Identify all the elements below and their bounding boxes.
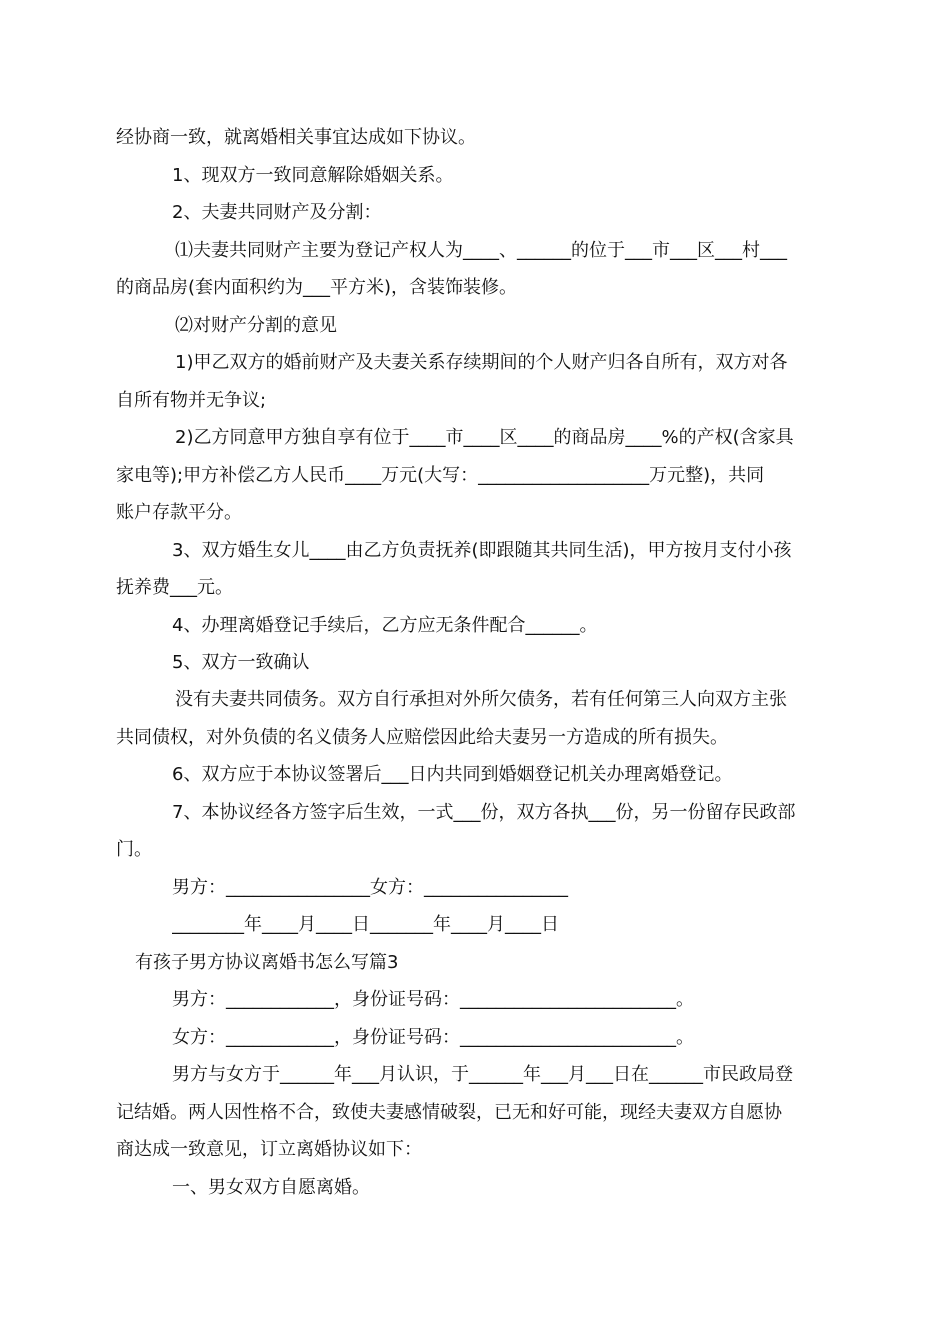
clause-5: 5、双方一致确认	[172, 652, 310, 673]
subclause-1: ⑴夫妻共同财产主要为登记产权人为____、______的位于___市___区___村___	[175, 240, 787, 261]
male-party-line: 男方：____________，身份证号码：________________________。	[172, 989, 694, 1010]
item-1: 1)甲乙双方的婚前财产及夫妻关系存续期间的个人财产归各自所有，双方对各	[175, 352, 788, 373]
clause-2: 2、夫妻共同财产及分割：	[172, 202, 382, 223]
paragraph-line: 账户存款平分。	[116, 502, 242, 523]
subclause-2: ⑵对财产分割的意见	[175, 315, 337, 336]
signature-line: 男方：________________女方：________________	[172, 877, 568, 898]
female-party-line: 女方：____________，身份证号码：________________________。	[172, 1027, 694, 1048]
paragraph-line: 的商品房(套内面积约为___平方米)，含装饰装修。	[116, 277, 518, 298]
paragraph-line: 没有夫妻共同债务。双方自行承担对外所欠债务，若有任何第三人向双方主张	[175, 689, 787, 710]
clause-3: 3、双方婚生女儿____由乙方负责抚养(即跟随其共同生活)，甲方按月支付小孩	[172, 540, 792, 561]
clause-1: 1、现双方一致同意解除婚姻关系。	[172, 165, 454, 186]
clause-4: 4、办理离婚登记手续后，乙方应无条件配合______。	[172, 615, 598, 636]
paragraph-line: 经协商一致，就离婚相关事宜达成如下协议。	[116, 127, 476, 148]
paragraph-line: 共同债权，对外负债的名义债务人应赔偿因此给夫妻另一方造成的所有损失。	[116, 727, 728, 748]
paragraph-line: 自所有物并无争议;	[116, 390, 267, 411]
paragraph-line: 抚养费___元。	[116, 577, 233, 598]
clause-6: 6、双方应于本协议签署后___日内共同到婚姻登记机关办理离婚登记。	[172, 764, 733, 785]
paragraph-line: 男方与女方于______年___月认识，于______年___月___日在______市民政局登	[172, 1064, 793, 1085]
date-line: ________年____月____日_______年____月____日	[172, 914, 559, 935]
paragraph-line: 商达成一致意见，订立离婚协议如下：	[116, 1139, 422, 1160]
article-1: 一、男女双方自愿离婚。	[172, 1177, 370, 1198]
clause-7: 7、本协议经各方签字后生效，一式___份，双方各执___份，另一份留存民政部	[172, 802, 796, 823]
paragraph-line: 家电等);甲方补偿乙方人民币____万元(大写：___________________万元整)，共同	[116, 465, 765, 486]
paragraph-line: 记结婚。两人因性格不合，致使夫妻感情破裂，已无和好可能，现经夫妻双方自愿协	[116, 1102, 782, 1123]
paragraph-line: 门。	[116, 839, 152, 860]
item-2: 2)乙方同意甲方独自享有位于____市____区____的商品房____%的产权(含家具	[175, 427, 794, 448]
section-heading: 有孩子男方协议离婚书怎么写篇3	[135, 952, 399, 973]
